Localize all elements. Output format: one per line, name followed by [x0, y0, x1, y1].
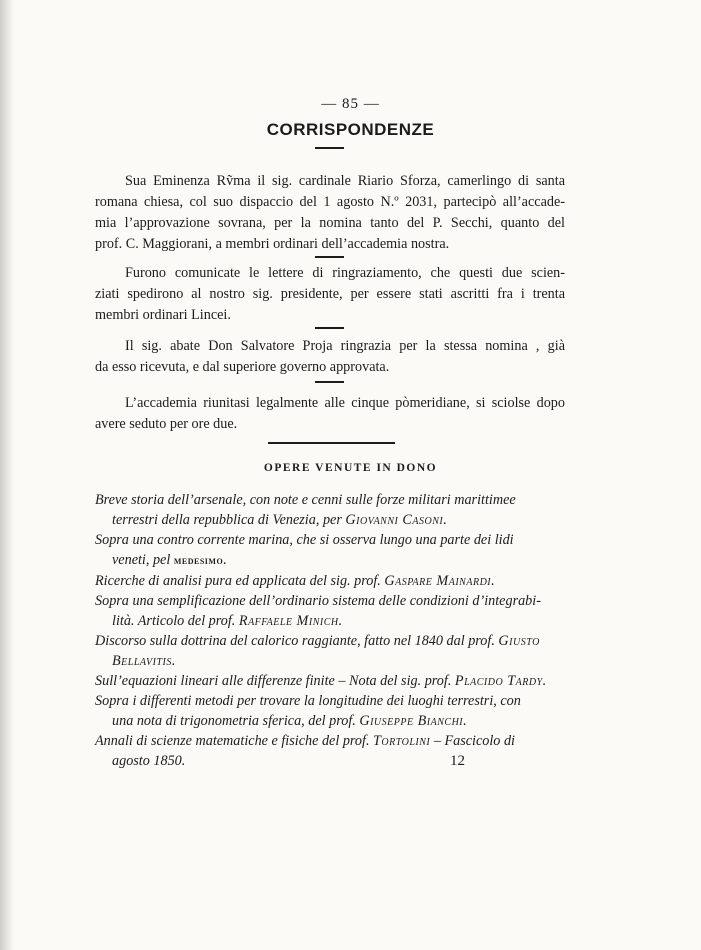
paragraph-line: ziati spedirono al nostro sig. presidente, per essere stati ascritti fra i trenta: [95, 286, 565, 302]
work-entry: [95, 591, 570, 631]
work-author: Placido Tardy: [454, 673, 543, 689]
work-tail: .: [463, 713, 467, 729]
paragraph-line: avere seduto per ore due.: [95, 416, 238, 432]
paragraph-1: [95, 171, 565, 255]
title-rule: [315, 147, 344, 149]
work-line: [95, 711, 570, 731]
work-line: Sopra i differenti metodi per trovare la longitudine dei luoghi terrestri, con: [95, 693, 521, 709]
work-tail: .: [223, 552, 227, 568]
work-text: veneti, pel: [112, 552, 171, 568]
work-entry: [95, 571, 570, 591]
work-author: Bellavitis: [112, 653, 172, 669]
work-text: Sull’equazioni lineari alle differenze finite – Nota del sig. prof.: [95, 673, 452, 689]
work-line: [95, 510, 570, 530]
work-text: Annali di scienze matematiche e fisiche del prof.: [95, 733, 370, 749]
work-tail: – Fascicolo di: [430, 733, 515, 749]
work-tail: .: [443, 512, 447, 528]
paragraph-line: mia l’approvazione sovrana, per la nomina tanto del P. Secchi, quanto del: [95, 215, 565, 231]
paragraph-line: Furono comunicate le lettere di ringraziamento, che questi due scien-: [125, 265, 565, 281]
separator-rule: [315, 327, 344, 329]
work-tail: .: [338, 613, 343, 629]
work-entry: [95, 530, 570, 571]
paragraph-line: da esso ricevuta, e dal superiore governo approvata.: [95, 359, 390, 375]
separator-rule: [315, 256, 344, 258]
work-tail: .: [171, 653, 176, 669]
work-entry: [95, 631, 570, 671]
paragraph-4: [95, 393, 565, 435]
gifts-heading: OPERE VENUTE IN DONO: [263, 462, 438, 474]
work-line: Breve storia dell’arsenale, con note e cenni sulle forze militari marittimee: [95, 492, 516, 508]
work-tail: .: [542, 673, 547, 689]
work-line: [95, 731, 570, 751]
work-text: Ricerche di analisi pura ed applicata del sig. prof.: [95, 573, 381, 589]
paragraph-line: romana chiesa, col suo dispaccio del 1 agosto N.º 2031, partecipò all’accade-: [95, 194, 565, 210]
work-entry: [95, 671, 570, 691]
work-author: Giovanni Casoni: [345, 512, 444, 528]
work-text: Discorso sulla dottrina del calorico raggiante, fatto nel 1840 dal prof.: [95, 633, 495, 649]
work-text: agosto 1850.: [112, 753, 186, 769]
work-text: una nota di trigonometria sferica, del prof.: [112, 713, 356, 729]
paragraph-line: membri ordinari Lincei.: [95, 307, 231, 323]
work-author: Giuseppe Bianchi: [359, 713, 464, 729]
work-line: [95, 671, 570, 691]
separator-rule: [315, 381, 344, 383]
work-entry: [95, 490, 570, 530]
works-list: [95, 490, 570, 771]
work-author: Gaspare Mainardi: [384, 573, 492, 589]
work-author: Raffaele Minich: [238, 613, 339, 629]
work-line: Sopra una semplificazione dell’ordinario sistema delle condizioni d’integrabi-: [95, 593, 541, 609]
work-line: [95, 571, 570, 591]
work-line: [95, 651, 570, 671]
paragraph-3: [95, 336, 565, 378]
work-line: [95, 550, 570, 571]
page-number: — 85 —: [321, 96, 380, 112]
work-author: medesimo: [173, 555, 224, 567]
binding-shadow: [0, 0, 14, 950]
paragraph-line: Il sig. abate Don Salvatore Proja ringrazia per la stessa nomina , già: [125, 338, 565, 354]
work-line: Sopra una contro corrente marina, che si osserva lungo una parte dei lidi: [95, 532, 514, 548]
work-tail: .: [491, 573, 495, 589]
paragraph-line: L’accademia riunitasi legalmente alle cinque pòmeridiane, si sciolse dopo: [125, 395, 565, 411]
work-author: Tortolini: [373, 733, 431, 749]
section-title: CORRISPONDENZE: [266, 120, 435, 139]
work-text: lità. Articolo del prof.: [112, 613, 236, 629]
paragraph-line: Sua Eminenza Rṽma il sig. cardinale Riario Sforza, camerlingo di santa: [125, 173, 565, 189]
long-separator-rule: [268, 442, 395, 444]
work-author: Giusto: [498, 633, 540, 649]
work-entry: [95, 691, 570, 731]
work-line: [95, 631, 570, 651]
work-line: [95, 611, 570, 631]
work-line: [95, 751, 570, 771]
signature-mark: 12: [450, 753, 465, 769]
paragraph-line: prof. C. Maggiorani, a membri ordinari dell’accademia nostra.: [95, 236, 450, 252]
work-text: terrestri della repubblica di Venezia, per: [112, 512, 342, 528]
work-entry: [95, 731, 570, 771]
paragraph-2: [95, 263, 565, 326]
